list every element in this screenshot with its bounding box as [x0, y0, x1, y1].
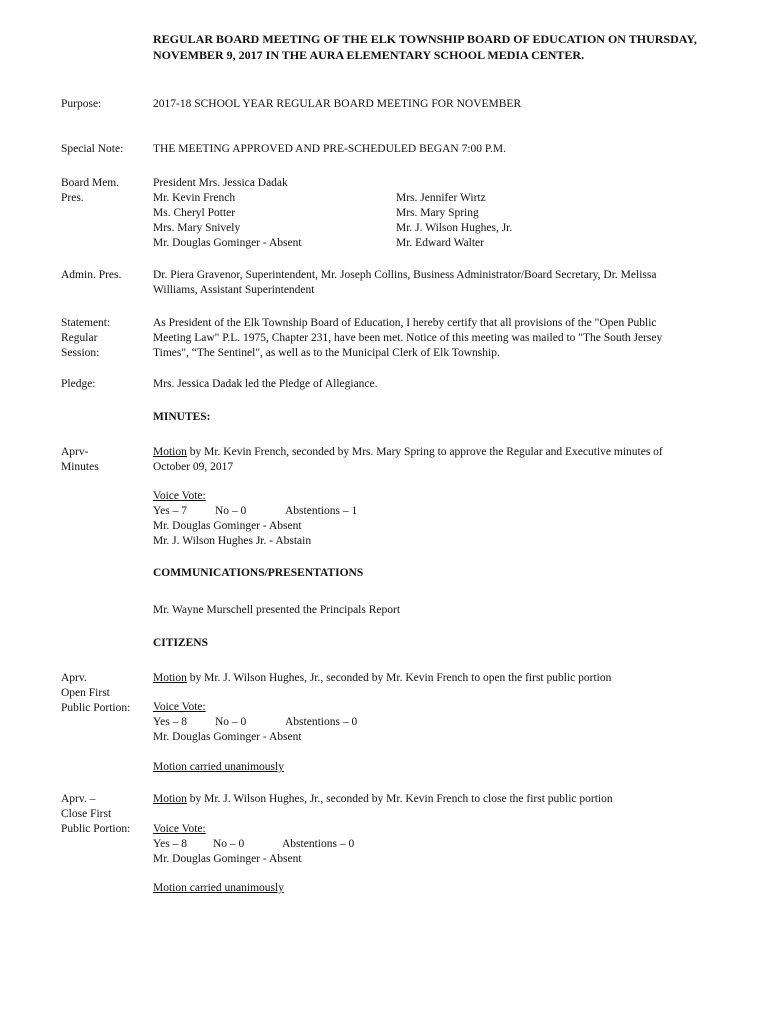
motion-word: Motion [153, 446, 187, 458]
board-member: Mrs. Jennifer Wirtz [396, 192, 486, 204]
voice-vote-label: Voice Vote: [153, 490, 206, 502]
board-member: President Mrs. Jessica Dadak [153, 177, 288, 189]
vote-yes: Yes – 8 [153, 716, 187, 728]
purpose-label: Purpose: [61, 98, 102, 110]
statement-line: As President of the Elk Township Board of Education, I hereby certify that all provisions of the "Open Public [153, 317, 657, 329]
open-first-label-line: Aprv. [61, 672, 87, 684]
minutes-heading: MINUTES: [153, 411, 211, 423]
document-title: REGULAR BOARD MEETING OF THE ELK TOWNSHIP BOARD OF EDUCATION ON THURSDAY, NOVEMBER 9, 2017 IN THE AURA ELEMENTARY SCHOOL MEDIA CENTER. [153, 32, 697, 62]
pledge-label: Pledge: [61, 378, 96, 390]
admin-line: Williams, Assistant Superintendent [153, 284, 315, 296]
purpose-text: 2017-18 SCHOOL YEAR REGULAR BOARD MEETING FOR NOVEMBER [153, 98, 522, 110]
aprv-minutes-label-line: Minutes [61, 461, 99, 473]
close-first-motion [153, 792, 738, 807]
board-members-label-line1: Board Mem. [61, 177, 120, 189]
motion-line [153, 671, 738, 686]
communications-text: Mr. Wayne Murschell presented the Principals Report [153, 604, 401, 616]
voice-vote-label: Voice Vote: [153, 823, 206, 835]
board-member: Mr. J. Wilson Hughes, Jr. [396, 222, 513, 234]
board-member: Mr. Kevin French [153, 192, 236, 204]
close-first-carried: Motion carried unanimously [153, 882, 284, 894]
board-member: Mrs. Mary Spring [396, 207, 479, 219]
close-first-label [61, 792, 149, 837]
vote-abstentions: Abstentions – 0 [285, 716, 358, 728]
vote-tally [153, 837, 738, 852]
motion-word: Motion [153, 672, 187, 684]
vote-no: No – 0 [215, 716, 247, 728]
open-first-motion [153, 671, 738, 686]
open-first-vote [153, 700, 738, 745]
aprv-minutes-vote [153, 489, 738, 549]
vote-no: No – 0 [213, 838, 245, 850]
motion-word: Motion [153, 793, 187, 805]
board-members-label [61, 176, 149, 206]
board-member: Ms. Cheryl Potter [153, 207, 236, 219]
open-first-label-line: Public Portion: [61, 702, 131, 714]
open-first-label-line: Open First [61, 687, 110, 699]
admin-label: Admin. Pres. [61, 269, 122, 281]
aprv-minutes-motion [153, 445, 738, 475]
board-members-left-column [153, 176, 393, 251]
statement-label-line: Session: [61, 347, 100, 359]
vote-tally [153, 504, 738, 519]
open-first-label [61, 671, 149, 716]
special-note-label: Special Note: [61, 143, 124, 155]
voice-vote-label: Voice Vote: [153, 701, 206, 713]
statement-line: Meeting Law" P.L. 1975, Chapter 231, have been met. Notice of this meeting was mailed to "The South Jersey [153, 332, 663, 344]
close-first-label-line: Public Portion: [61, 823, 131, 835]
aprv-minutes-label-line: Aprv- [61, 446, 89, 458]
board-member: Mrs. Mary Snively [153, 222, 241, 234]
board-members-label-line2: Pres. [61, 192, 84, 204]
vote-note: Mr. J. Wilson Hughes Jr. - Abstain [153, 535, 312, 547]
board-members-right-column [396, 191, 736, 251]
vote-abstentions: Abstentions – 1 [285, 505, 358, 517]
vote-tally [153, 715, 738, 730]
motion-line: October 09, 2017 [153, 461, 234, 473]
statement-text [153, 316, 738, 361]
statement-label-line: Regular [61, 332, 98, 344]
citizens-heading: CITIZENS [153, 637, 208, 649]
special-note-text: THE MEETING APPROVED AND PRE-SCHEDULED BEGAN 7:00 P.M. [153, 143, 507, 155]
vote-yes: Yes – 8 [153, 838, 187, 850]
aprv-minutes-label [61, 445, 149, 475]
vote-note: Mr. Douglas Gominger - Absent [153, 853, 302, 865]
open-first-carried: Motion carried unanimously [153, 761, 284, 773]
communications-heading: COMMUNICATIONS/PRESENTATIONS [153, 567, 364, 579]
vote-note: Mr. Douglas Gominger - Absent [153, 520, 302, 532]
admin-line: Dr. Piera Gravenor, Superintendent, Mr. Joseph Collins, Business Administrator/Board Secretary, Dr. Melissa [153, 269, 657, 281]
vote-note: Mr. Douglas Gominger - Absent [153, 731, 302, 743]
motion-text: by Mr. J. Wilson Hughes, Jr., seconded by Mr. Kevin French to close the first public portion [186, 793, 613, 805]
motion-text: by Mr. Kevin French, seconded by Mrs. Mary Spring to approve the Regular and Executive minutes of [186, 446, 663, 458]
statement-line: Times", “The Sentinel", as well as to the Municipal Clerk of Elk Township. [153, 347, 500, 359]
close-first-vote [153, 822, 738, 867]
motion-text: by Mr. J. Wilson Hughes, Jr., seconded by Mr. Kevin French to open the first public portion [186, 672, 612, 684]
pledge-text: Mrs. Jessica Dadak led the Pledge of Allegiance. [153, 378, 378, 390]
motion-line [153, 445, 738, 460]
close-first-label-line: Aprv. – [61, 793, 96, 805]
motion-line [153, 792, 738, 807]
board-member: Mr. Douglas Gominger - Absent [153, 237, 302, 249]
vote-no: No – 0 [215, 505, 247, 517]
board-member: Mr. Edward Walter [396, 237, 484, 249]
vote-yes: Yes – 7 [153, 505, 187, 517]
statement-label-line: Statement: [61, 317, 111, 329]
close-first-label-line: Close First [61, 808, 112, 820]
admin-text [153, 268, 738, 298]
statement-label [61, 316, 149, 361]
vote-abstentions: Abstentions – 0 [282, 838, 355, 850]
